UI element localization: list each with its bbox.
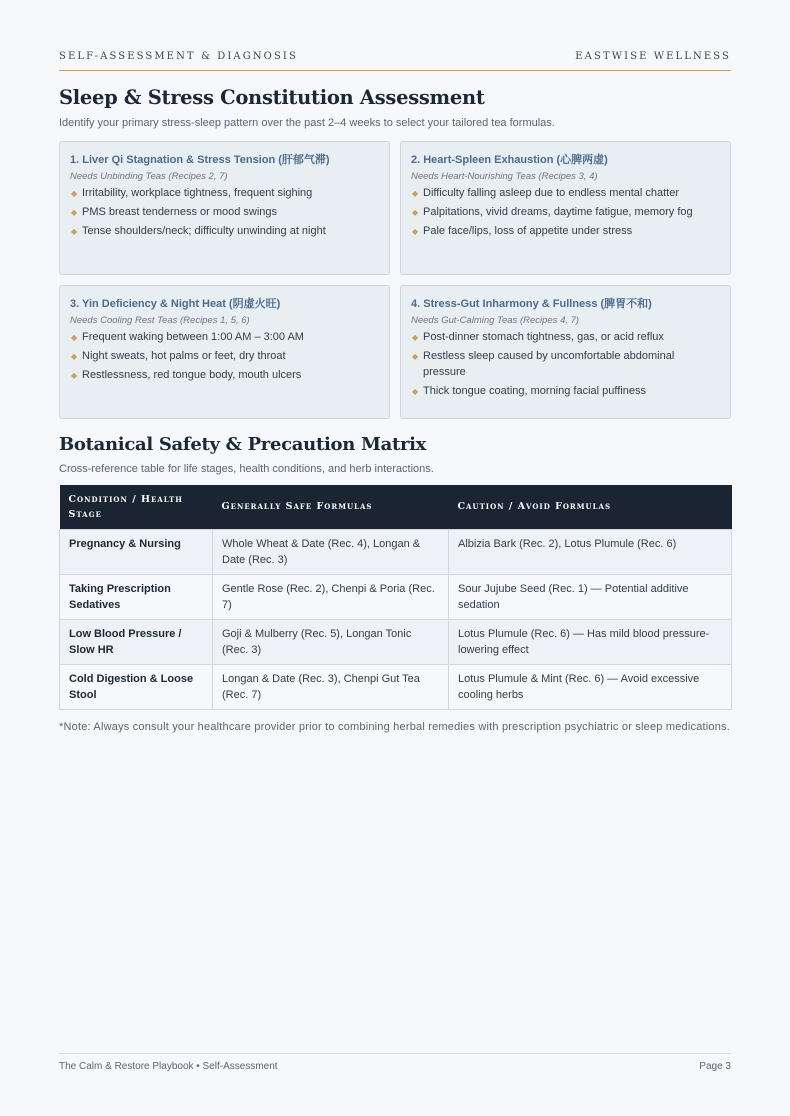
column-header-safe: Generally Safe Formulas [213, 485, 449, 529]
bullet-diamond-icon: ◆ [71, 208, 78, 217]
card-needs: Needs Unbinding Teas (Recipes 2, 7) [70, 171, 228, 182]
bullet-diamond-icon: ◆ [71, 333, 78, 342]
page-number: Page 3 [699, 1061, 731, 1072]
table-row [60, 619, 732, 664]
cell-condition: Low Blood Pressure / Slow HR [60, 619, 213, 664]
card-title: 3. Yin Deficiency & Night Heat (阴虚火旺) [70, 298, 281, 310]
cell-caution: Sour Jujube Seed (Rec. 1) — Potential additive sedation [449, 574, 732, 619]
cell-safe: Gentle Rose (Rec. 2), Chenpi & Poria (Rec. 7) [213, 574, 449, 619]
bullet-diamond-icon: ◆ [71, 352, 78, 361]
bullet-diamond-icon: ◆ [412, 333, 419, 342]
table-row [60, 574, 732, 619]
column-header-caution: Caution / Avoid Formulas [449, 485, 732, 529]
list-item: ◆ Palpitations, vivid dreams, daytime fatigue, memory fog [411, 205, 720, 221]
bullet-diamond-icon: ◆ [412, 352, 419, 361]
column-header-condition: Condition / Health Stage [60, 485, 213, 529]
card-title: 4. Stress-Gut Inharmony & Fullness (脾胃不和) [411, 298, 652, 310]
page-header [59, 50, 731, 71]
table-row [60, 664, 732, 709]
list-item: ◆ Restless sleep caused by uncomfortable abdominal pressure [412, 350, 675, 378]
header-section-label: SELF-ASSESSMENT & DIAGNOSIS [59, 51, 298, 62]
card-title: 1. Liver Qi Stagnation & Stress Tension (肝郁气滞) [70, 154, 330, 166]
list-item: ◆ Pale face/lips, loss of appetite under stress [411, 224, 720, 240]
bullet-diamond-icon: ◆ [71, 371, 78, 380]
list-item: ◆ Restlessness, red tongue body, mouth ulcers [70, 368, 379, 384]
list-item: ◆ Post-dinner stomach tightness, gas, or acid reflux [411, 330, 720, 346]
bullet-diamond-icon: ◆ [412, 227, 419, 236]
cell-safe: Longan & Date (Rec. 3), Chenpi Gut Tea (Rec. 7) [213, 664, 449, 709]
list-item: ◆ PMS breast tenderness or mood swings [70, 205, 379, 221]
list-item: ◆ Difficulty falling asleep due to endless mental chatter [411, 186, 720, 202]
bullet-diamond-icon: ◆ [71, 227, 78, 236]
header-brand: EASTWISE WELLNESS [575, 51, 731, 62]
bullet-diamond-icon: ◆ [412, 386, 419, 396]
cell-caution: Lotus Plumule (Rec. 6) — Has mild blood pressure-lowering effect [449, 619, 732, 664]
cell-caution: Lotus Plumule & Mint (Rec. 6) — Avoid excessive cooling herbs [449, 664, 732, 709]
cell-condition: Taking Prescription Sedatives [60, 574, 213, 619]
table-row [60, 529, 732, 574]
bullet-diamond-icon: ◆ [412, 189, 419, 198]
list-item: ◆ Irritability, workplace tightness, frequent sighing [70, 186, 379, 202]
list-item: ◆ Tense shoulders/neck; difficulty unwinding at night [70, 224, 379, 240]
cell-condition: Cold Digestion & Loose Stool [60, 664, 213, 709]
list-item: ◆ Night sweats, hot palms or feet, dry throat [70, 349, 379, 365]
card-needs: Needs Heart-Nourishing Teas (Recipes 3, 4) [411, 171, 598, 182]
card-title: 2. Heart-Spleen Exhaustion (心脾两虚) [411, 154, 608, 166]
pattern-card-liver-qi [59, 141, 390, 275]
bullet-diamond-icon: ◆ [412, 208, 419, 217]
cell-safe: Goji & Mulberry (Rec. 5), Longan Tonic (Rec. 3) [213, 619, 449, 664]
pattern-card-yin-deficiency [59, 285, 390, 419]
table-header-row [60, 485, 732, 529]
matrix-subtitle: Cross-reference table for life stages, health conditions, and herb interactions. [59, 463, 434, 475]
matrix-title: Botanical Safety & Precaution Matrix [59, 434, 427, 455]
symptom-list [411, 186, 720, 240]
cell-condition: Pregnancy & Nursing [60, 529, 213, 574]
list-item: ◆ Thick tongue coating, morning facial puffiness [411, 384, 720, 400]
safety-matrix-table [59, 485, 732, 710]
symptom-list [70, 330, 379, 384]
footer-title: The Calm & Restore Playbook • Self-Assessment [59, 1061, 278, 1072]
card-needs: Needs Gut-Calming Teas (Recipes 4, 7) [411, 315, 580, 326]
bullet-diamond-icon: ◆ [71, 189, 78, 198]
symptom-list [70, 186, 379, 240]
symptom-list [411, 330, 720, 399]
list-item: ◆ Frequent waking between 1:00 AM – 3:00 AM [70, 330, 379, 346]
assessment-subtitle: Identify your primary stress-sleep pattern over the past 2–4 weeks to select your tailored tea formulas. [59, 117, 555, 129]
page-footer [59, 1053, 731, 1072]
cell-safe: Whole Wheat & Date (Rec. 4), Longan & Date (Rec. 3) [213, 529, 449, 574]
card-needs: Needs Cooling Rest Teas (Recipes 1, 5, 6) [70, 315, 250, 326]
pattern-card-heart-spleen [400, 141, 731, 275]
pattern-card-stress-gut [400, 285, 731, 419]
medical-note: *Note: Always consult your healthcare provider prior to combining herbal remedies with prescription psychiatric or sleep medications. [59, 721, 731, 733]
assessment-title: Sleep & Stress Constitution Assessment [59, 86, 485, 109]
cell-caution: Albizia Bark (Rec. 2), Lotus Plumule (Rec. 6) [449, 529, 732, 574]
